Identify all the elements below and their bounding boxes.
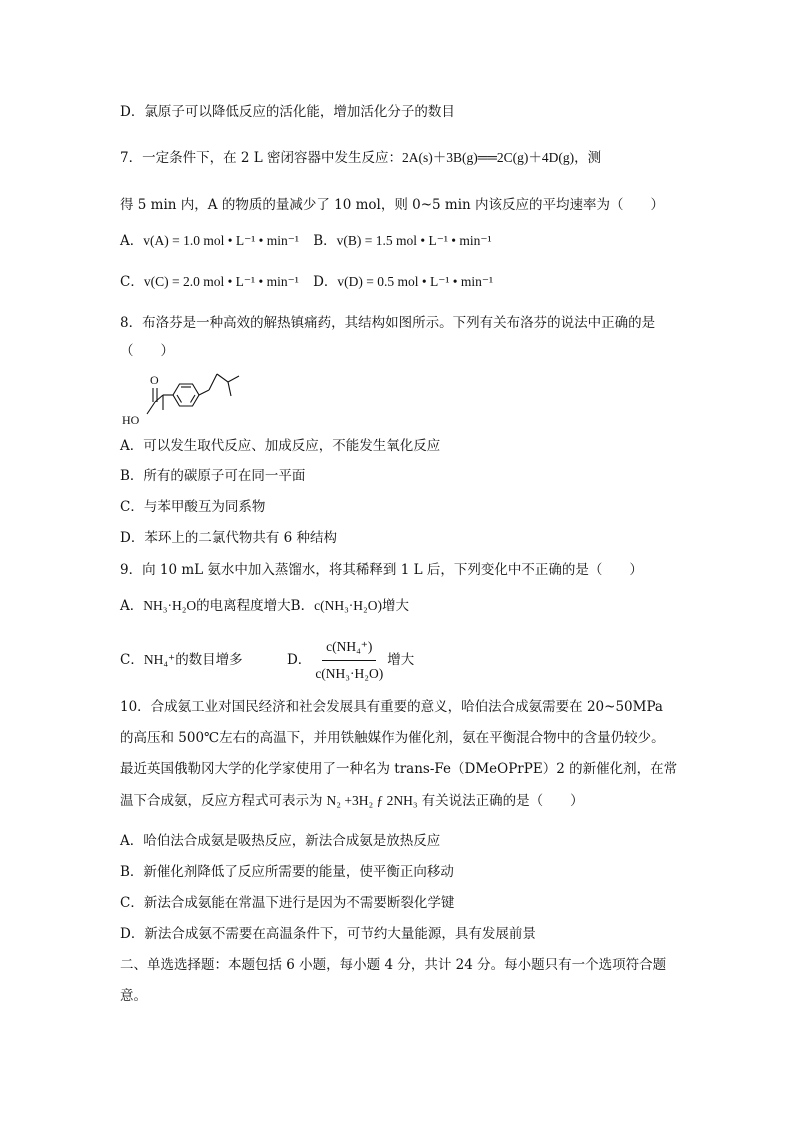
q9-option-c-label: C．	[120, 652, 144, 668]
q8-option-a: A．可以发生取代反应、加成反应，不能发生氧化反应	[120, 438, 441, 454]
q10-option-b: B．新催化剂降低了反应所需要的能量，使平衡正向移动	[120, 864, 454, 880]
q10-stem-line4-prefix: 温下合成氨，反应方程式可表示为	[120, 793, 323, 809]
q6-option-d: D．氯原子可以降低反应的活化能，增加活化分子的数目	[120, 104, 455, 120]
structure-hydroxyl-label: HO	[122, 413, 140, 427]
q10-stem-line2: 的高压和 500℃左右的高温下，并用铁触媒作为催化剂，氨在平衡混合物中的含量仍较少。	[120, 730, 665, 746]
q9-option-a-text: 的电离程度增大	[196, 598, 291, 614]
q10-stem-line1: 10．合成氨工业对国民经济和社会发展具有重要的意义，哈伯法合成氨需要在 20~50MPa	[120, 699, 663, 715]
q7-option-d: v(D) = 0.5 mol • L⁻¹ • min⁻¹	[337, 274, 494, 289]
q9-options-cd	[120, 636, 414, 685]
q7-option-c-label: C．	[120, 274, 144, 290]
q9-stem: 9．向 10 mL 氨水中加入蒸馏水，将其稀释到 1 L 后，下列变化中不正确的是（ ）	[120, 562, 643, 578]
q9-option-c-formula: NH₄⁺	[143, 652, 176, 667]
q10-stem-line4-suffix: 有关说法正确的是（ ）	[421, 793, 584, 809]
q7-reaction-equation: 2A(s)＋3B(g)══2C(g)＋4D(g)	[402, 150, 575, 165]
q10-option-a: A．哈伯法合成氨是吸热反应，新法合成氨是放热反应	[120, 833, 441, 849]
section2-heading-line1: 二、单选选择题：本题包括 6 小题，每小题 4 分，共计 24 分。每小题只有一个选项符合题	[120, 957, 667, 973]
q7-option-d-label: D．	[313, 274, 338, 290]
q9-options-ab	[120, 596, 409, 616]
q10-equation: N₂ +3H₂ ƒ 2NH₃	[326, 793, 418, 808]
q8-stem-line1: 8．布洛芬是一种高效的解热镇痛药，其结构如图所示。下列有关布洛芬的说法中正确的是	[120, 315, 656, 331]
q8-option-d: D．苯环上的二氯代物共有 6 种结构	[120, 530, 337, 546]
q7-stem-line1	[120, 148, 601, 168]
q9-option-a-label: A．	[120, 598, 144, 614]
q8-option-b: B．所有的碳原子可在同一平面	[120, 468, 306, 484]
q9-option-d-label: D．	[286, 652, 312, 668]
q8-stem-line2: （ ）	[120, 343, 174, 359]
q9-option-b-text: 增大	[381, 598, 409, 614]
structure-oxygen-label: O	[150, 373, 159, 387]
q7-option-a: v(A) = 1.0 mol • L⁻¹ • min⁻¹	[143, 233, 299, 248]
q7-stem-line2: 得 5 min 内，A 的物质的量减少了 10 mol，则 0~5 min 内该反应的平均速率为（ ）	[120, 197, 665, 213]
q7-options-ab	[120, 231, 492, 251]
q7-options-cd	[120, 272, 493, 292]
q10-stem-line4	[120, 791, 584, 811]
q9-option-d-numerator: c(NH₄⁺)	[322, 636, 376, 661]
q7-stem-prefix: 7．一定条件下，在 2 L 密闭容器中发生反应：	[120, 150, 403, 166]
q7-stem-suffix: ，测	[574, 150, 602, 166]
q7-option-c: v(C) = 2.0 mol • L⁻¹ • min⁻¹	[143, 274, 299, 289]
q7-option-a-label: A．	[120, 233, 144, 249]
q7-option-b-label: B．	[313, 233, 337, 249]
q9-option-b-formula: c(NH₃·H₂O)	[314, 598, 382, 613]
q10-option-c: C．新法合成氨能在常温下进行是因为不需要断裂化学键	[120, 895, 455, 911]
q9-option-d-text: 增大	[387, 652, 415, 668]
q9-option-d-denominator: c(NH₃·H₂O)	[315, 666, 384, 681]
q8-option-c: C．与苯甲酸互为同系物	[120, 499, 266, 515]
q9-option-c-text: 的数目增多	[175, 652, 243, 668]
q7-option-b: v(B) = 1.5 mol • L⁻¹ • min⁻¹	[336, 233, 492, 248]
q10-option-d: D．新法合成氨不需要在高温条件下，可节约大量能源，具有发展前景	[120, 926, 536, 942]
q9-option-b-label: B．	[290, 598, 315, 614]
ibuprofen-structure-diagram	[120, 362, 250, 430]
q9-option-d-fraction	[311, 636, 387, 685]
q10-stem-line3: 最近英国俄勒冈大学的化学家使用了一种名为 trans-Fe（DMeOPrPE）2 的新催化剂，在常	[120, 761, 678, 777]
section2-heading-line2: 意。	[120, 988, 147, 1004]
q9-option-a-formula: NH₃·H₂O	[143, 598, 197, 613]
